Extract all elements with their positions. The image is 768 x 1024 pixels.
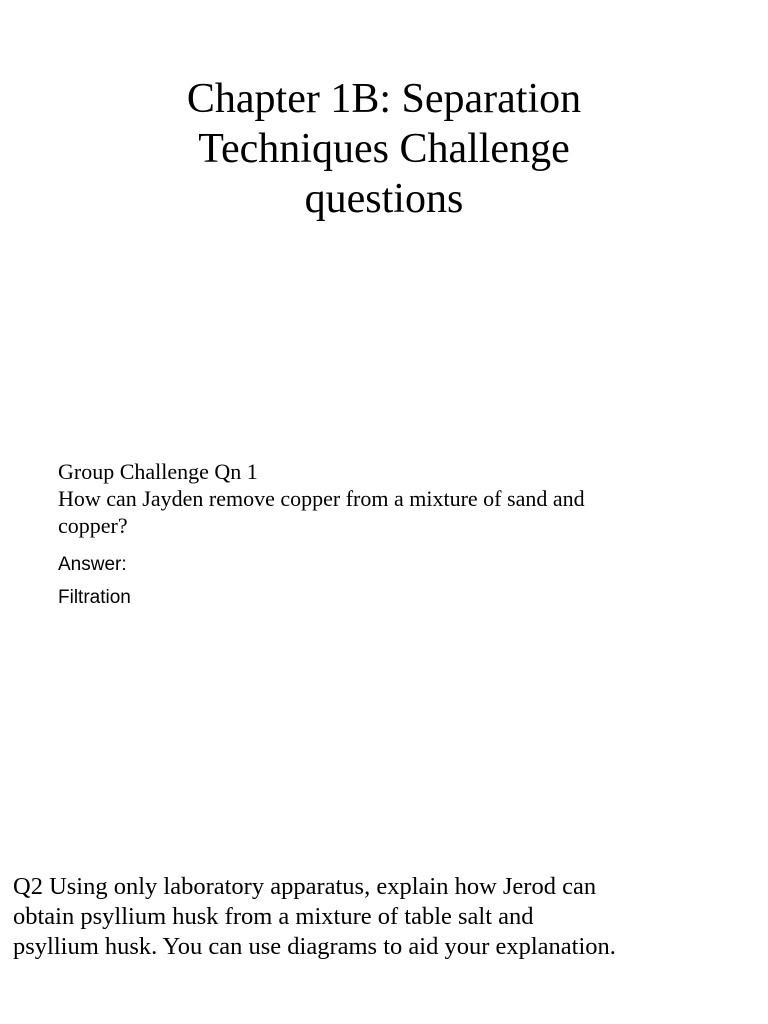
question-2-text-line-3: psyllium husk. You can use diagrams to aid your explanation. [13,933,616,960]
chapter-title [84,74,684,224]
question-2 [13,872,753,962]
question-1 [58,458,698,539]
answer-block [58,548,458,614]
question-1-heading: Group Challenge Qn 1 [58,459,258,484]
answer-value: Filtration [58,587,131,608]
chapter-title-line-2: Techniques Challenge [198,126,570,172]
question-2-text-line-1: Q2 Using only laboratory apparatus, explain how Jerod can [13,873,597,900]
answer-label: Answer: [58,554,127,575]
chapter-title-line-1: Chapter 1B: Separation [186,76,582,122]
question-1-text-line-1: How can Jayden remove copper from a mixture of sand and [58,486,585,511]
question-2-text-line-2: obtain psyllium husk from a mixture of table salt and [13,903,534,930]
chapter-title-line-3: questions [304,176,464,222]
question-1-text-line-2: copper? [58,513,128,538]
